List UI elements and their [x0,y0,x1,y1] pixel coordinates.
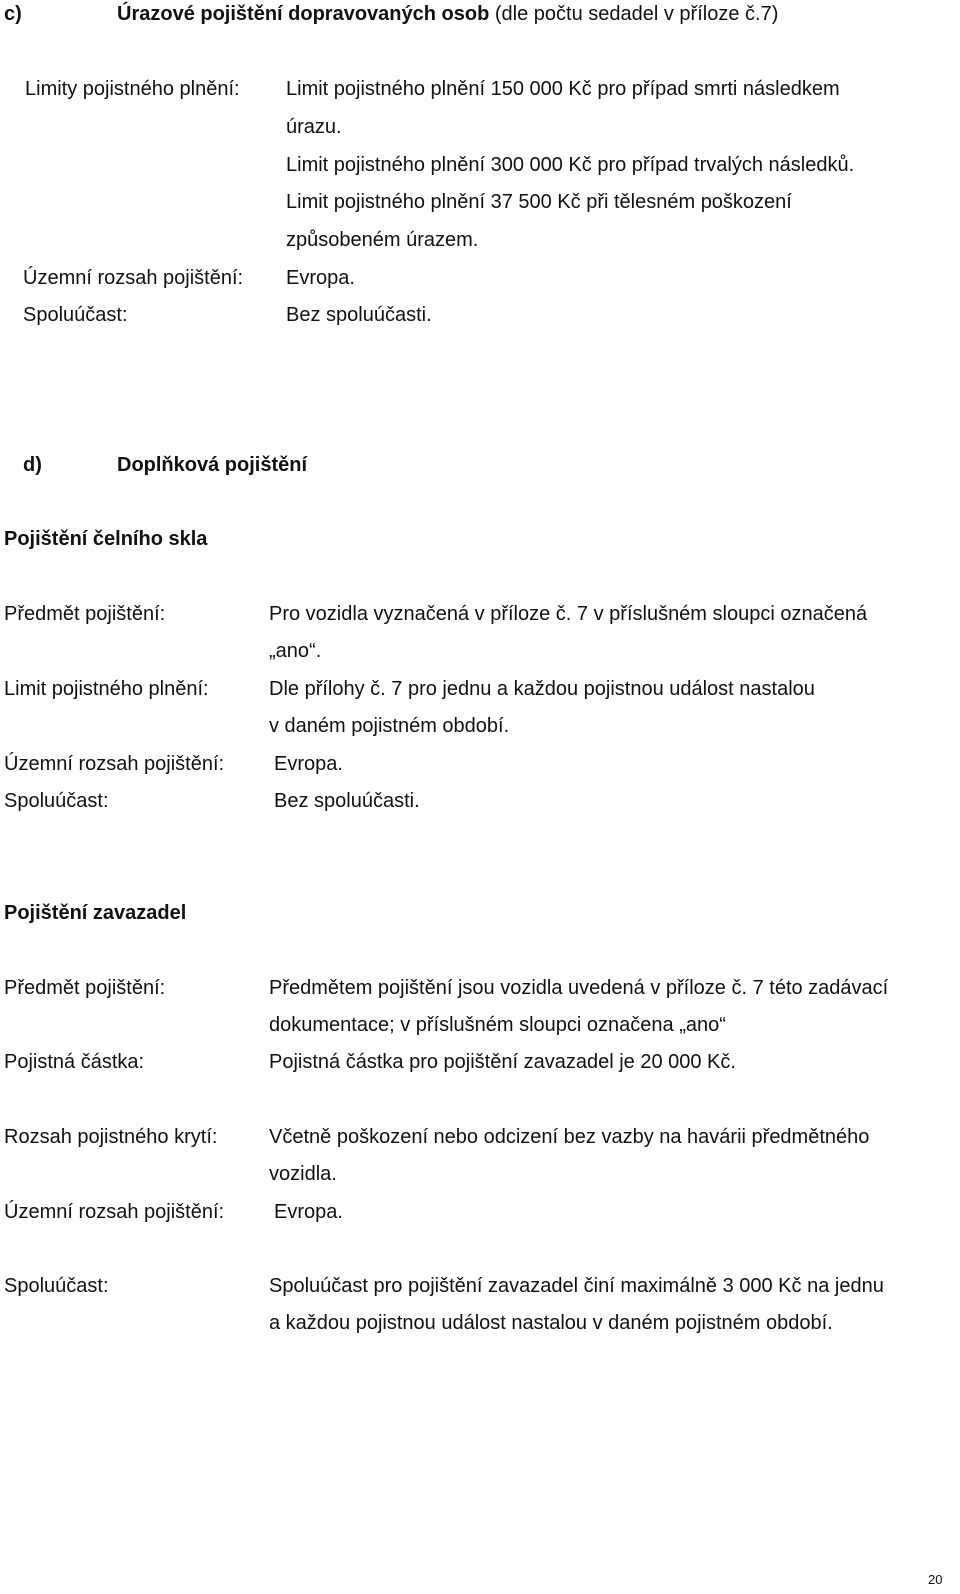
windshield-limit-line: v daném pojistném období. [269,715,510,737]
territory-label: Územní rozsah pojištění: [23,267,244,289]
deductible-value: Bez spoluúčasti. [286,304,432,326]
windshield-subject-line: Pro vozidla vyznačená v příloze č. 7 v příslušném sloupci označená [269,603,868,625]
windshield-heading: Pojištění čelního skla [4,528,208,550]
limits-line: Limit pojistného plnění 300 000 Kč pro případ trvalých následků. [286,154,855,176]
luggage-sum-label: Pojistná částka: [4,1051,145,1073]
luggage-territory-label: Územní rozsah pojištění: [4,1201,225,1223]
luggage-coverage-label: Rozsah pojistného krytí: [4,1126,218,1148]
section-d-letter: d) [23,454,42,476]
page-number: 20 [928,1572,943,1587]
deductible-label: Spoluúčast: [23,304,128,326]
luggage-subject-line: Předmětem pojištění jsou vozidla uvedená v příloze č. 7 této zadávací [269,977,889,999]
luggage-deductible-line: Spoluúčast pro pojištění zavazadel činí maximálně 3 000 Kč na jednu [269,1275,884,1297]
luggage-subject-line: dokumentace; v příslušném sloupci označena „ano“ [269,1014,726,1036]
limits-line: Limit pojistného plnění 150 000 Kč pro případ smrti následkem [286,78,840,100]
windshield-subject-label: Předmět pojištění: [4,603,166,625]
section-c-title-suffix: (dle počtu sedadel v příloze č.7) [494,3,779,25]
limits-line: způsobeném úrazem. [286,229,479,251]
luggage-sum-value: Pojistná částka pro pojištění zavazadel je 20 000 Kč. [269,1051,736,1073]
luggage-subject-label: Předmět pojištění: [4,977,166,999]
limits-line: úrazu. [286,116,342,138]
windshield-subject-line: „ano“. [269,640,322,662]
windshield-deductible-label: Spoluúčast: [4,790,109,812]
luggage-coverage-line: Včetně poškození nebo odcizení bez vazby na havárii předmětného [269,1126,870,1148]
luggage-deductible-line: a každou pojistnou událost nastalou v daném pojistném období. [269,1312,833,1334]
luggage-deductible-label: Spoluúčast: [4,1275,109,1297]
windshield-limit-line: Dle přílohy č. 7 pro jednu a každou pojistnou událost nastalou [269,678,815,700]
limits-label: Limity pojistného plnění: [25,78,240,100]
section-c-heading [117,4,778,24]
luggage-territory-value: Evropa. [274,1201,343,1223]
luggage-coverage-line: vozidla. [269,1163,337,1185]
windshield-territory-label: Územní rozsah pojištění: [4,753,225,775]
luggage-heading: Pojištění zavazadel [4,902,187,924]
section-c-letter: c) [4,3,22,25]
windshield-territory-value: Evropa. [274,753,343,775]
territory-value: Evropa. [286,267,355,289]
section-d-title: Doplňková pojištění [117,454,308,476]
section-c-title: Úrazové pojištění dopravovaných osob [117,3,490,25]
limits-line: Limit pojistného plnění 37 500 Kč při tělesném poškození [286,191,792,213]
windshield-deductible-value: Bez spoluúčasti. [274,790,420,812]
windshield-limit-label: Limit pojistného plnění: [4,678,209,700]
